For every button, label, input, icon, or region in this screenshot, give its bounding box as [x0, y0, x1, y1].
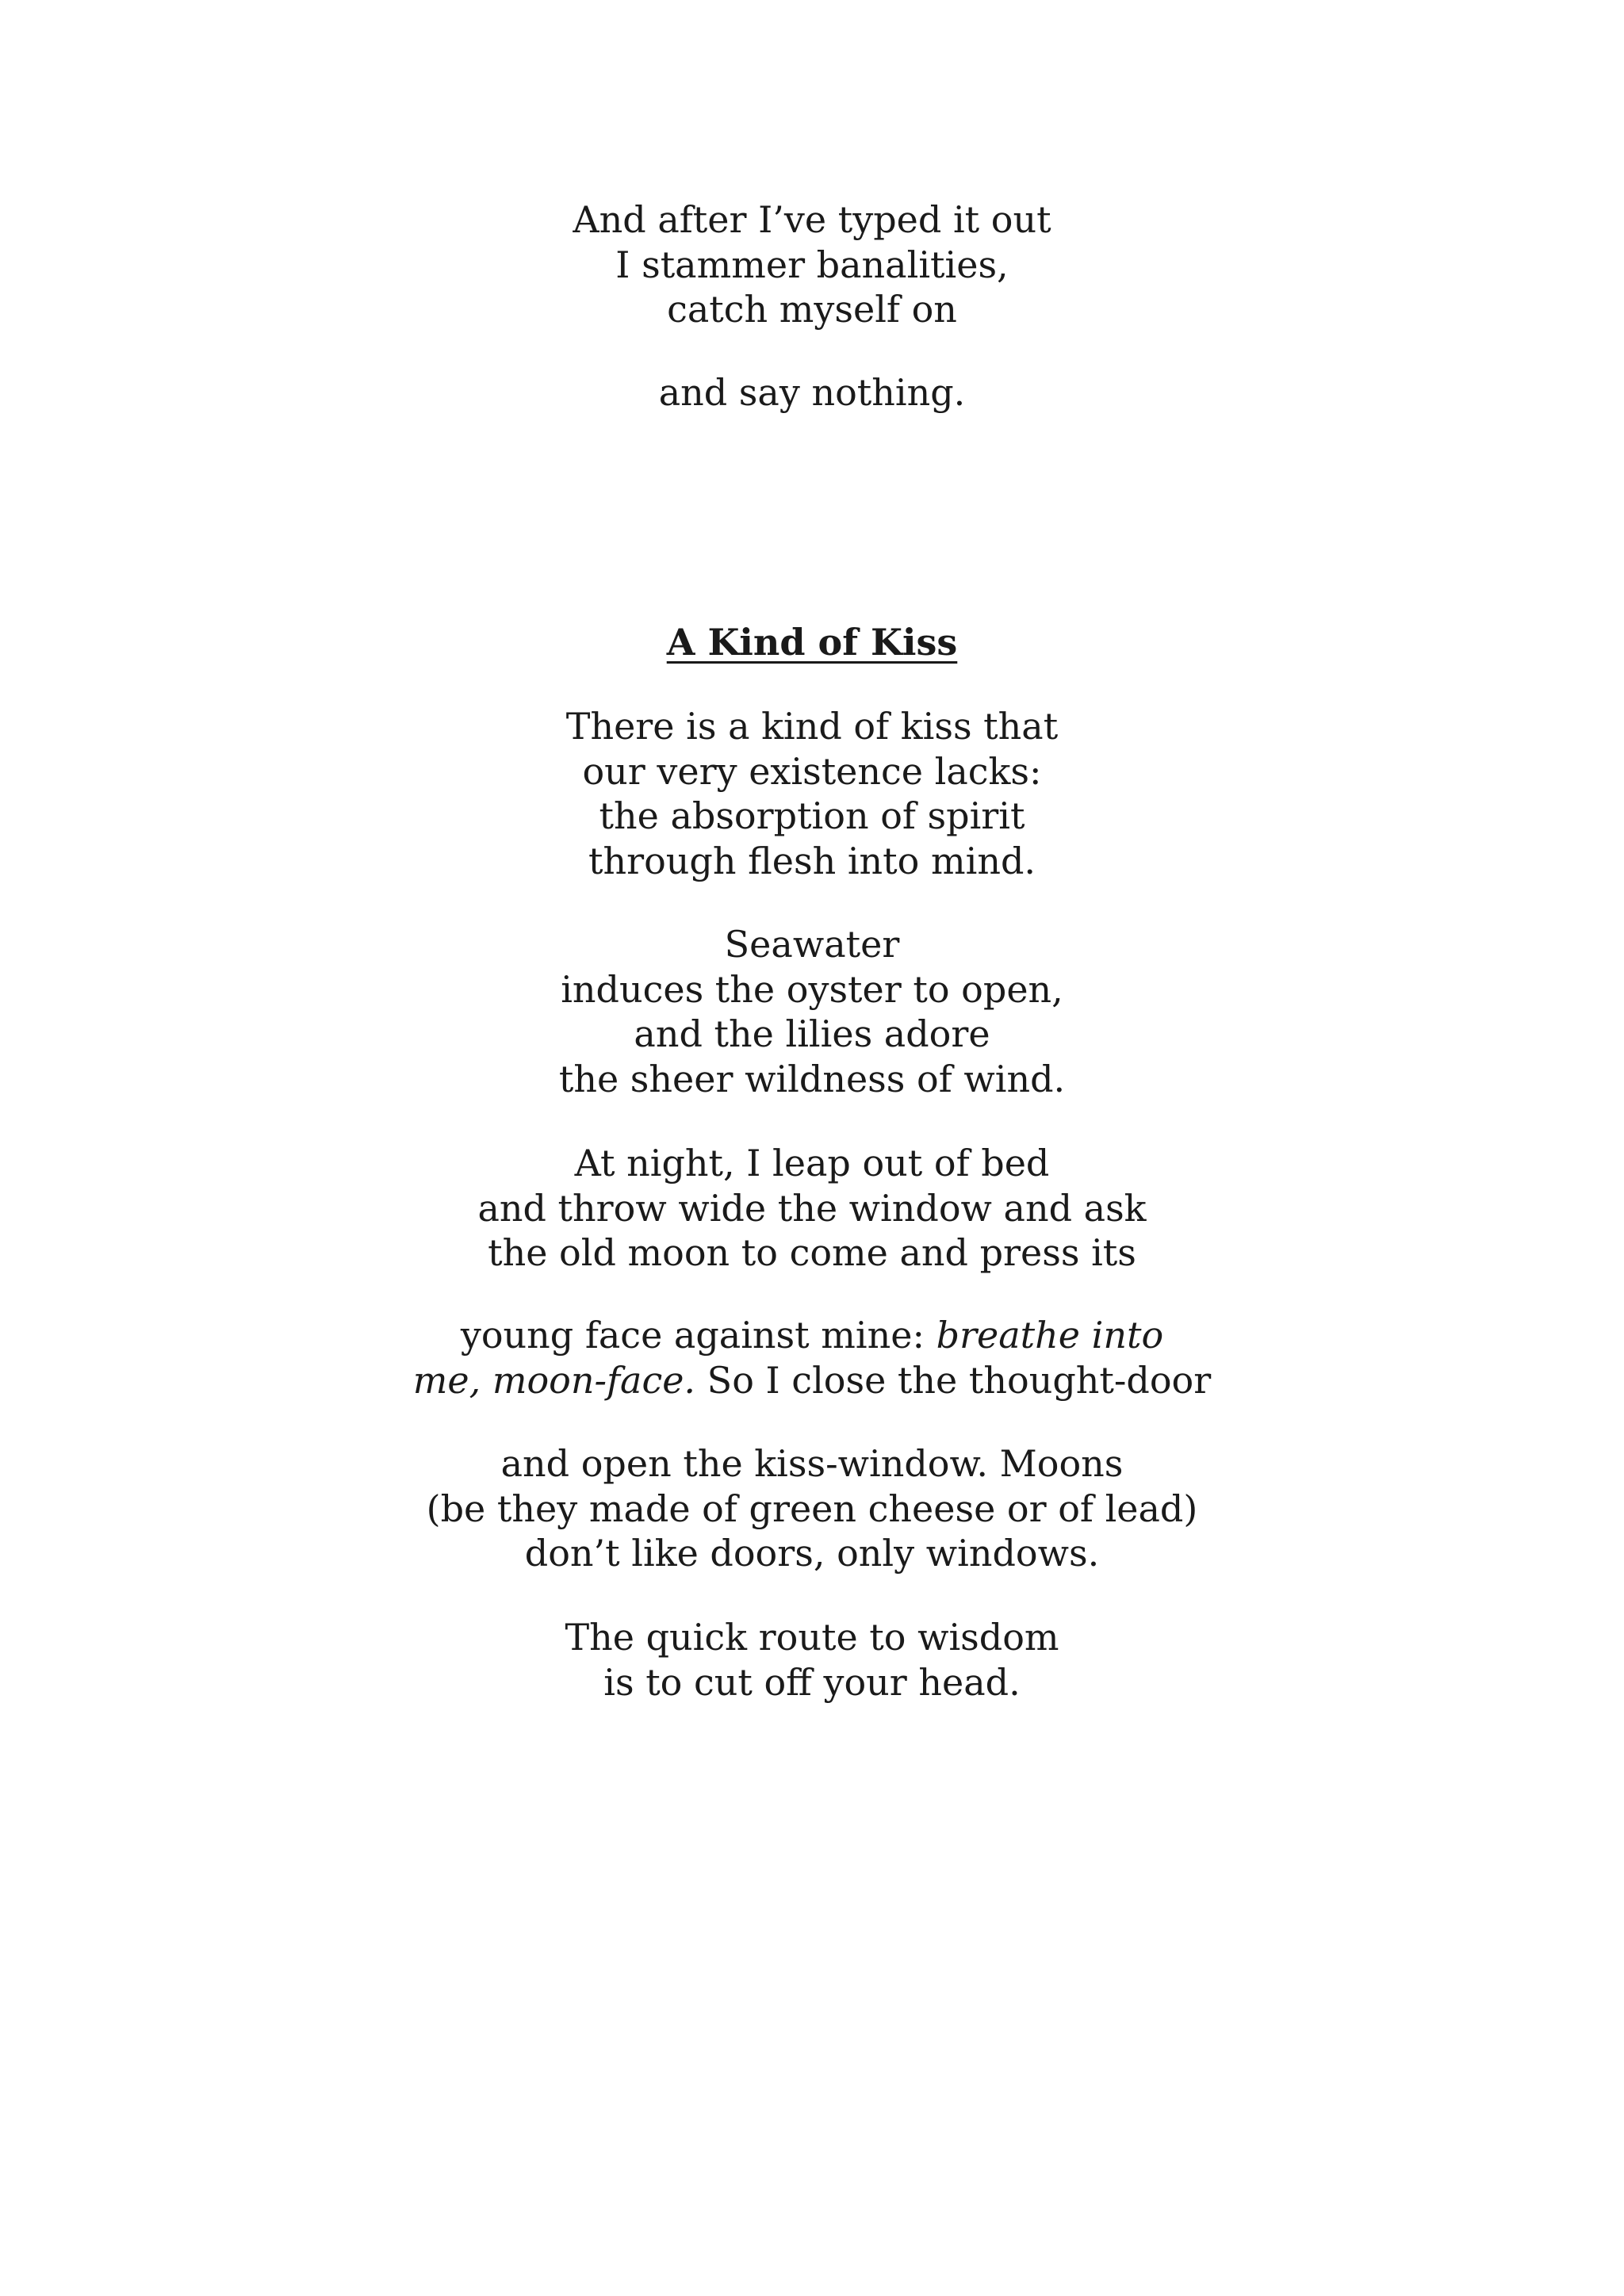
poem-line-italic: breathe into: [936, 1314, 1164, 1357]
poem-line: and the lilies adore: [634, 1012, 990, 1055]
poem-line: [0, 1313, 1624, 1358]
poem-stanza-2: [0, 922, 1624, 1101]
poem-line: At night, I leap out of bed: [574, 1142, 1050, 1184]
poem-line: There is a kind of kiss that: [565, 705, 1059, 748]
poem-stanza-5: [0, 1441, 1624, 1576]
poem-line: our very existence lacks:: [582, 749, 1042, 793]
poem-line: Seawater: [724, 923, 900, 966]
poem-line: The quick route to wisdom: [565, 1616, 1059, 1659]
poem-stanza-6: [0, 1615, 1624, 1705]
poem-title: [0, 620, 1624, 664]
poem-line: the old moon to come and press its: [488, 1231, 1136, 1274]
poem-line: the sheer wildness of wind.: [558, 1057, 1066, 1100]
previous-poem-stanza-1: [0, 197, 1624, 332]
poem-stanza-3: [0, 1141, 1624, 1276]
poem-line: and say nothing.: [658, 371, 966, 414]
poem-line: catch myself on: [667, 288, 957, 331]
poem-line: I stammer banalities,: [615, 243, 1009, 286]
poem-line: induces the oyster to open,: [561, 967, 1063, 1011]
poem-line: And after I’ve typed it out: [573, 198, 1051, 241]
poem-stanza-4: [0, 1313, 1624, 1402]
poem-title-text: A Kind of Kiss: [666, 621, 958, 664]
poem-line: (be they made of green cheese or of lead): [426, 1487, 1198, 1530]
poem-line-roman: young face against mine:: [460, 1314, 936, 1357]
poem-line: is to cut off your head.: [603, 1660, 1021, 1704]
poem-stanza-1: [0, 704, 1624, 883]
poem-line: and throw wide the window and ask: [477, 1186, 1147, 1230]
previous-poem-stanza-2: [0, 370, 1624, 415]
poem-line: [0, 1358, 1624, 1403]
poem-line: through flesh into mind.: [588, 839, 1036, 882]
poem-line: don’t like doors, only windows.: [524, 1532, 1100, 1575]
poem-line-italic: me, moon-face.: [412, 1358, 696, 1402]
poem-line: and open the kiss-window. Moons: [500, 1442, 1124, 1485]
poem-line: the absorption of spirit: [599, 794, 1025, 837]
poem-line-roman: So I close the thought-door: [695, 1358, 1212, 1402]
